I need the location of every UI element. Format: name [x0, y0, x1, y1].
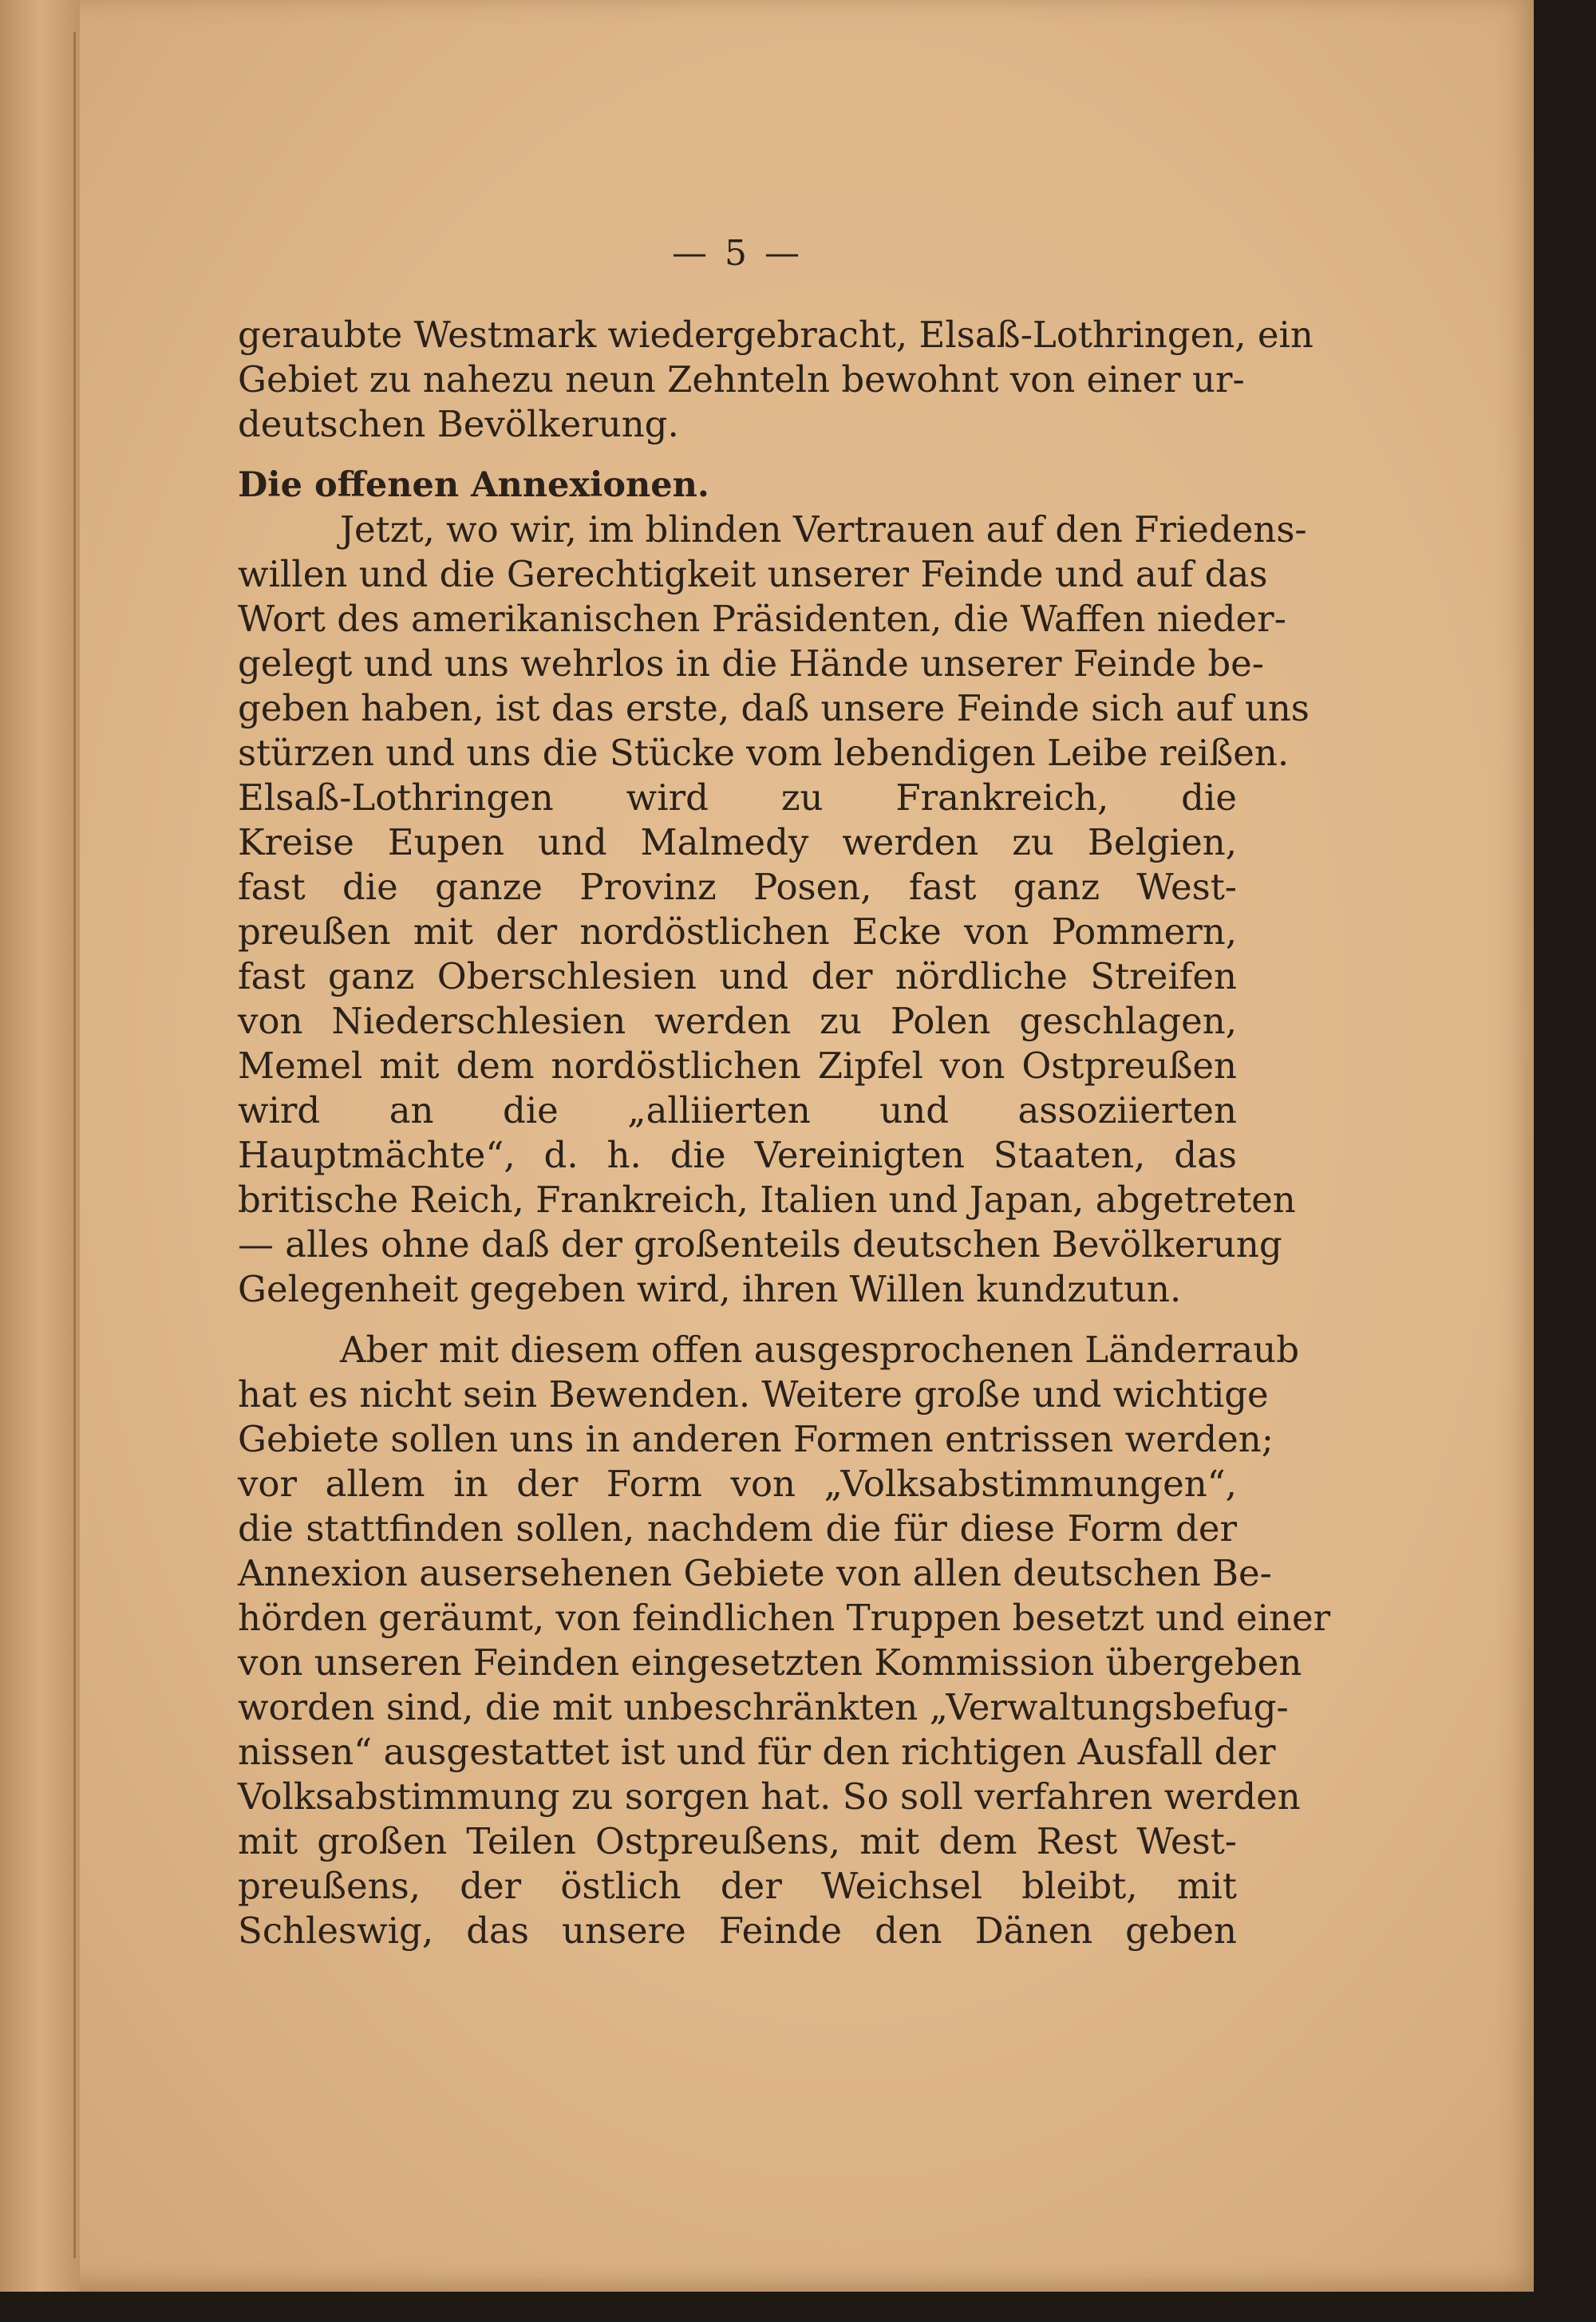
section-heading: Die offenen Annexionen. — [238, 465, 709, 505]
text-line: hat es nicht sein Bewenden. Weitere große und wichtige — [238, 1373, 1269, 1416]
text-line: von unseren Feinden eingesetzten Kommission übergeben — [238, 1641, 1302, 1684]
text-line: Jetzt, wo wir, im blinden Vertrauen auf den Friedens- — [340, 508, 1307, 551]
text-line: — alles ohne daß der großenteils deutschen Bevölkerung — [238, 1223, 1282, 1266]
text-line: fast die ganze Provinz Posen, fast ganz West- — [238, 866, 1237, 908]
text-line: Volksabstimmung zu sorgen hat. So soll verfahren werden — [238, 1775, 1301, 1818]
binding-edge — [73, 32, 76, 2258]
text-line: Gebiete sollen uns in anderen Formen entrissen werden; — [238, 1418, 1274, 1460]
page-number: — 5 — — [672, 233, 803, 274]
text-line: deutschen Bevölkerung. — [238, 403, 679, 445]
text-line: vor allem in der Form von „Volksabstimmungen“, — [238, 1463, 1237, 1505]
text-line: britische Reich, Frankreich, Italien und Japan, abgetreten — [238, 1179, 1296, 1221]
text-line: worden sind, die mit unbeschränkten „Verwaltungsbefug- — [238, 1686, 1289, 1728]
text-line: Memel mit dem nordöstlichen Zipfel von Ostpreußen — [238, 1045, 1237, 1087]
text-line: stürzen und uns die Stücke vom lebendigen Leibe reißen. — [238, 732, 1290, 774]
text-line: geben haben, ist das erste, daß unsere Feinde sich auf uns — [238, 687, 1310, 729]
text-line: preußen mit der nordöstlichen Ecke von Pommern, — [238, 910, 1237, 953]
text-line: die stattfinden sollen, nachdem die für diese Form der — [238, 1507, 1237, 1550]
text-line: gelegt und uns wehrlos in die Hände unserer Feinde be- — [238, 642, 1265, 685]
text-line: Gelegenheit gegeben wird, ihren Willen kundzutun. — [238, 1268, 1182, 1310]
text-line: Aber mit diesem offen ausgesprochenen Länderraub — [340, 1329, 1300, 1371]
text-line: Kreise Eupen und Malmedy werden zu Belgien, — [238, 821, 1237, 863]
text-line: von Niederschlesien werden zu Polen geschlagen, — [238, 1000, 1237, 1042]
text-line: preußens, der östlich der Weichsel bleibt, mit — [238, 1865, 1237, 1907]
text-line: geraubte Westmark wiedergebracht, Elsaß-Lothringen, ein — [238, 314, 1314, 356]
text-line: nissen“ ausgestattet ist und für den richtigen Ausfall der — [238, 1731, 1276, 1773]
text-line: wird an die „alliierten und assoziierten — [238, 1089, 1237, 1131]
text-line: Hauptmächte“, d. h. die Vereinigten Staaten, das — [238, 1134, 1237, 1176]
text-line: Schleswig, das unsere Feinde den Dänen geben — [238, 1909, 1237, 1952]
text-line: Elsaß-Lothringen wird zu Frankreich, die — [238, 776, 1237, 819]
text-line: Annexion ausersehenen Gebiete von allen deutschen Be- — [238, 1552, 1272, 1594]
text-line: mit großen Teilen Ostpreußens, mit dem Rest West- — [238, 1820, 1237, 1862]
text-line: Wort des amerikanischen Präsidenten, die Waffen nieder- — [238, 598, 1286, 640]
text-line: hörden geräumt, von feindlichen Truppen besetzt und einer — [238, 1597, 1331, 1639]
text-line: Gebiet zu nahezu neun Zehnteln bewohnt von einer ur- — [238, 358, 1245, 401]
text-line: willen und die Gerechtigkeit unserer Feinde und auf das — [238, 553, 1268, 595]
text-line: fast ganz Oberschlesien und der nördliche Streifen — [238, 955, 1237, 997]
page-gutter — [0, 0, 80, 2292]
